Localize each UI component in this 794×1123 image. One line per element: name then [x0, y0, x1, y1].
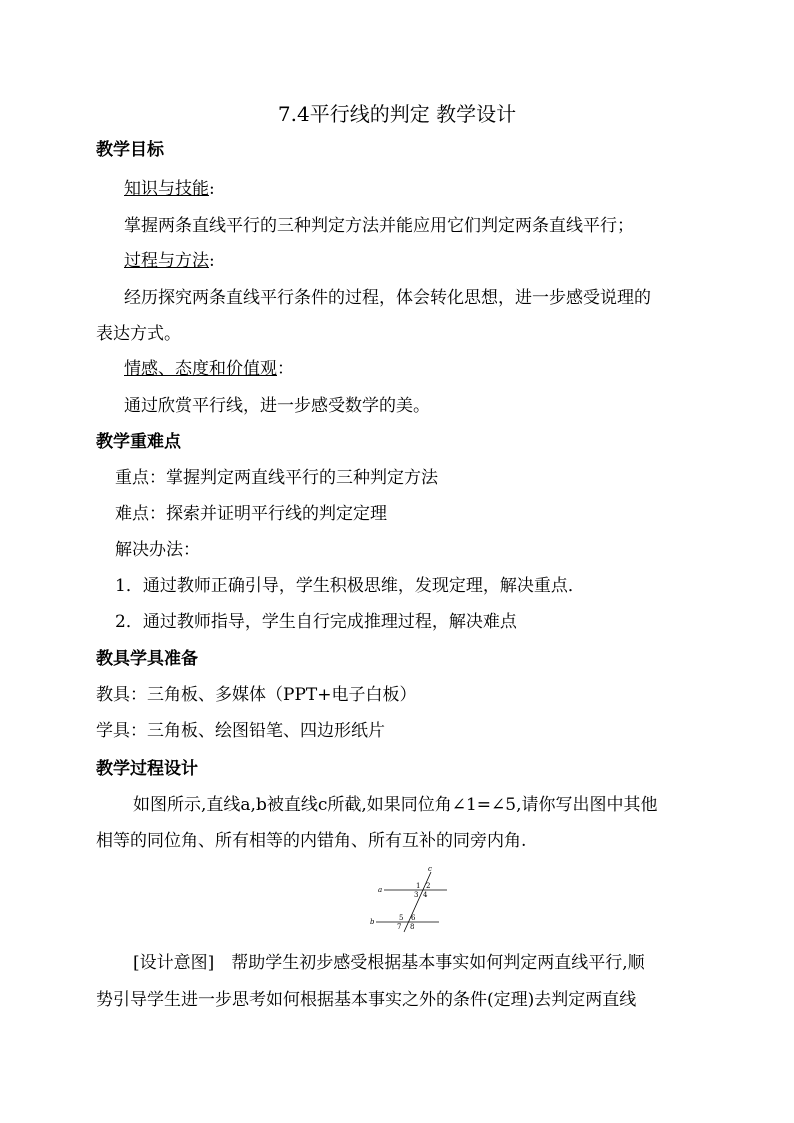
process-label-text: 过程与方法 — [124, 251, 209, 271]
heading-tools: 教具学具准备 — [96, 649, 198, 669]
process-method-label — [124, 250, 215, 272]
colon: ： — [277, 359, 294, 379]
emotion-text: 通过欣赏平行线，进一步感受数学的美。 — [124, 396, 430, 416]
emotion-label — [124, 358, 294, 380]
parallel-lines-figure — [366, 864, 456, 934]
emotion-label-text: 情感、态度和价值观 — [124, 359, 277, 379]
heading-objectives: 教学目标 — [96, 140, 164, 160]
process-text-line-1: 经历探究两条直线平行条件的过程，体会转化思想，进一步感受说理的 — [124, 288, 651, 308]
angle-3: 3 — [414, 891, 419, 899]
angle-4: 4 — [423, 891, 428, 899]
difficult-point: 难点：探索并证明平行线的判定定理 — [115, 504, 387, 524]
angle-2: 2 — [426, 882, 431, 890]
colon: : — [209, 251, 215, 271]
heading-key-points: 教学重难点 — [96, 432, 181, 452]
design-intent-line-1: [设计意图] 帮助学生初步感受根据基本事实如何判定两直线平行,顺 — [133, 953, 645, 973]
solution-item-1: 1．通过教师正确引导，学生积极思维，发现定理，解决重点． — [115, 576, 585, 596]
design-intent-line-2: 势引导学生进一步思考如何根据基本事实之外的条件(定理)去判定两直线 — [96, 990, 637, 1010]
knowledge-label-text: 知识与技能 — [124, 179, 209, 199]
angle-7: 7 — [397, 923, 402, 931]
teacher-tools: 教具：三角板、多媒体（PPT+电子白板） — [96, 685, 417, 705]
solution-label: 解决办法： — [115, 540, 200, 560]
key-point: 重点：掌握判定两直线平行的三种判定方法 — [115, 468, 438, 488]
label-c: c — [428, 865, 432, 873]
colon: : — [209, 179, 215, 199]
line-c — [404, 872, 431, 932]
solution-item-2: 2．通过教师指导，学生自行完成推理过程，解决难点 — [115, 612, 517, 632]
heading-process: 教学过程设计 — [96, 759, 198, 779]
label-b: b — [370, 918, 375, 926]
angle-5: 5 — [399, 914, 404, 922]
question-line-2: 相等的同位角、所有相等的内错角、所有互补的同旁内角. — [96, 831, 527, 851]
label-a: a — [378, 886, 383, 894]
knowledge-skills-label — [124, 178, 215, 200]
student-tools: 学具：三角板、绘图铅笔、四边形纸片 — [96, 721, 385, 741]
knowledge-text: 掌握两条直线平行的三种判定方法并能应用它们判定两条直线平行； — [124, 216, 634, 236]
angle-1: 1 — [416, 882, 421, 890]
question-line-1: 如图所示,直线a,b被直线c所截,如果同位角∠1=∠5,请你写出图中其他 — [133, 795, 658, 815]
angle-8: 8 — [410, 923, 415, 931]
page-title: 7.4平行线的判定 教学设计 — [277, 102, 517, 126]
angle-6: 6 — [411, 914, 416, 922]
process-text-line-2: 表达方式。 — [96, 324, 181, 344]
